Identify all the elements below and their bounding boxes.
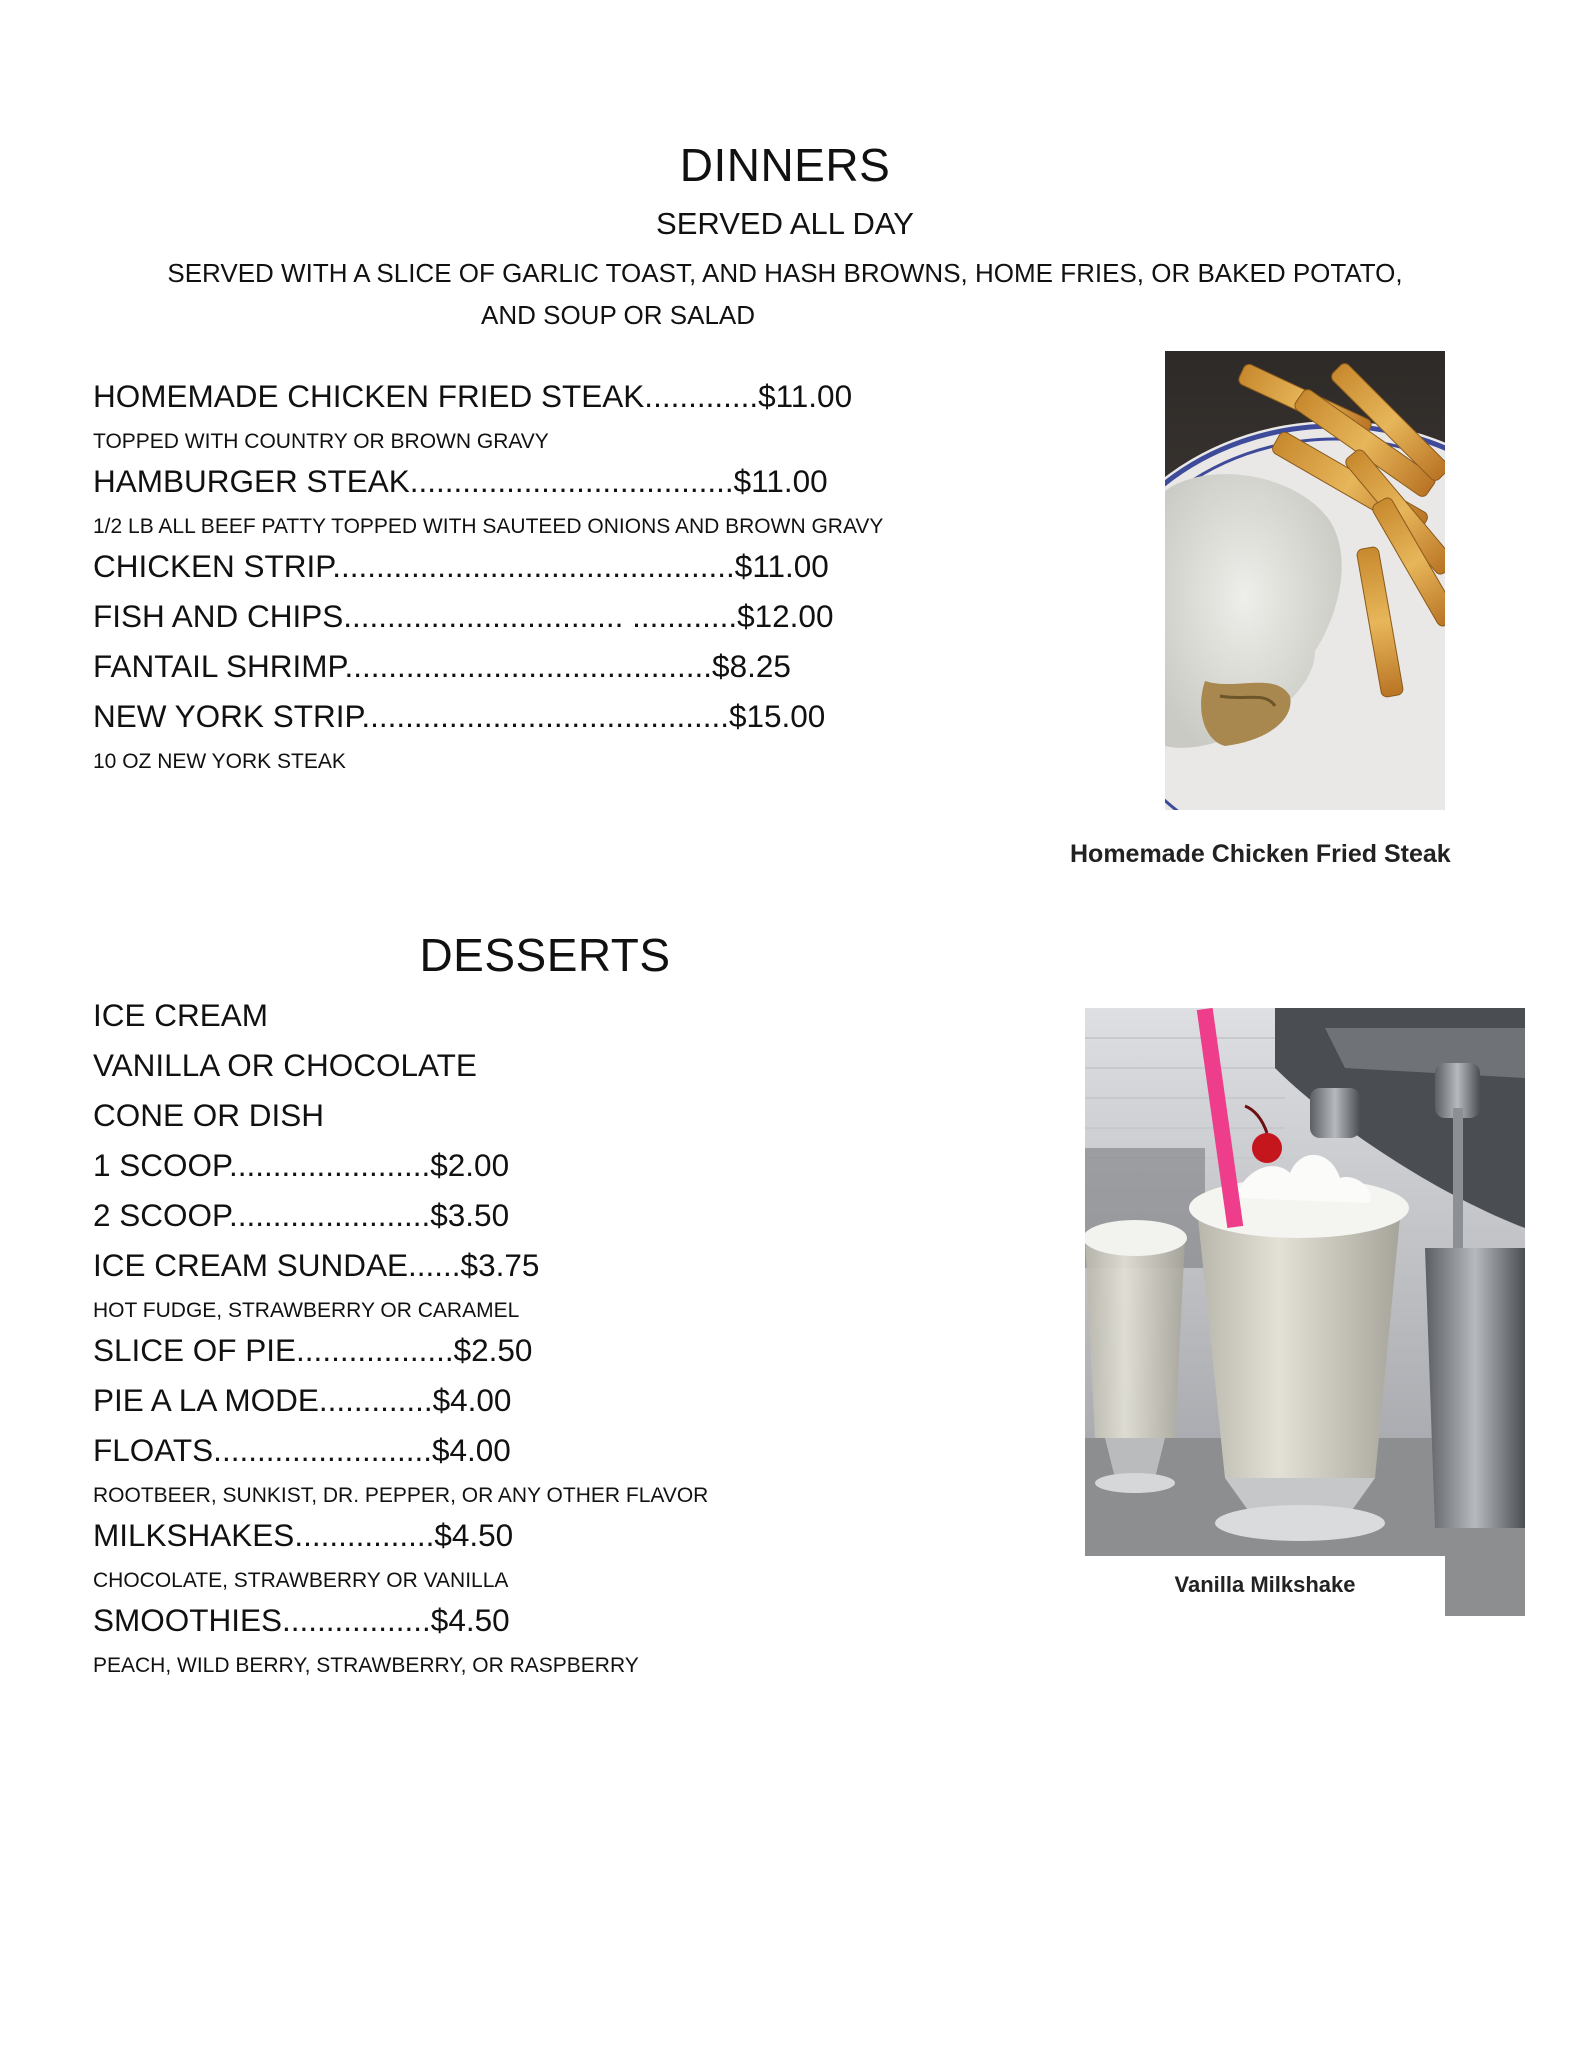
menu-item-note: 1/2 LB ALL BEEF PATTY TOPPED WITH SAUTEED ONIONS AND BROWN GRAVY <box>93 515 884 538</box>
menu-item-note: HOT FUDGE, STRAWBERRY OR CARAMEL <box>93 1299 520 1322</box>
dinners-description-line2: AND SOUP OR SALAD <box>481 300 756 330</box>
menu-item-fantail-shrimp: FANTAIL SHRIMP..........................................$8.25 <box>93 648 791 684</box>
menu-item-2-scoop: 2 SCOOP.......................$3.50 <box>93 1197 510 1233</box>
menu-item-smoothies: SMOOTHIES.................$4.50 <box>93 1602 510 1638</box>
menu-item-1-scoop: 1 SCOOP.......................$2.00 <box>93 1147 510 1183</box>
dinners-subtitle: SERVED ALL DAY <box>656 206 914 241</box>
menu-item-floats: FLOATS.........................$4.00 <box>93 1432 511 1468</box>
chicken-fried-steak-photo <box>1165 351 1445 810</box>
menu-item-ice-cream: ICE CREAM <box>93 997 269 1033</box>
menu-item-new-york-strip: NEW YORK STRIP..........................................$15.00 <box>93 698 826 734</box>
menu-item-pie-a-la-mode: PIE A LA MODE.............$4.00 <box>93 1382 512 1418</box>
menu-item-fish-and-chips: FISH AND CHIPS................................ ............$12.00 <box>93 598 834 634</box>
menu-item-note: PEACH, WILD BERRY, STRAWBERRY, OR RASPBERRY <box>93 1654 639 1677</box>
menu-item-slice-of-pie: SLICE OF PIE..................$2.50 <box>93 1332 533 1368</box>
vanilla-milkshake-caption: Vanilla Milkshake <box>1174 1572 1356 1597</box>
menu-item-chicken-fried-steak: HOMEMADE CHICKEN FRIED STEAK.............$11.00 <box>93 378 853 414</box>
dinners-title: DINNERS <box>679 139 891 191</box>
menu-item-vanilla-or-chocolate: VANILLA OR CHOCOLATE <box>93 1047 477 1083</box>
menu-item-hamburger-steak: HAMBURGER STEAK.....................................$11.00 <box>93 463 828 499</box>
dinners-description-line1: SERVED WITH A SLICE OF GARLIC TOAST, AND HASH BROWNS, HOME FRIES, OR BAKED POTATO, <box>167 258 1403 288</box>
menu-item-note: TOPPED WITH COUNTRY OR BROWN GRAVY <box>93 430 549 453</box>
menu-item-chicken-strip: CHICKEN STRIP..............................................$11.00 <box>93 548 829 584</box>
menu-item-cone-or-dish: CONE OR DISH <box>93 1097 325 1133</box>
menu-item-milkshakes: MILKSHAKES................$4.50 <box>93 1517 514 1553</box>
desserts-title: DESSERTS <box>419 929 671 981</box>
photo-edge-strip <box>1445 1556 1525 1616</box>
menu-item-note: ROOTBEER, SUNKIST, DR. PEPPER, OR ANY OTHER FLAVOR <box>93 1484 709 1507</box>
vanilla-milkshake-photo <box>1085 1008 1525 1556</box>
menu-item-ice-cream-sundae: ICE CREAM SUNDAE......$3.75 <box>93 1247 540 1283</box>
chicken-fried-steak-caption: Homemade Chicken Fried Steak <box>1070 840 1451 868</box>
menu-item-note: CHOCOLATE, STRAWBERRY OR VANILLA <box>93 1569 509 1592</box>
menu-item-note: 10 OZ NEW YORK STEAK <box>93 750 346 773</box>
